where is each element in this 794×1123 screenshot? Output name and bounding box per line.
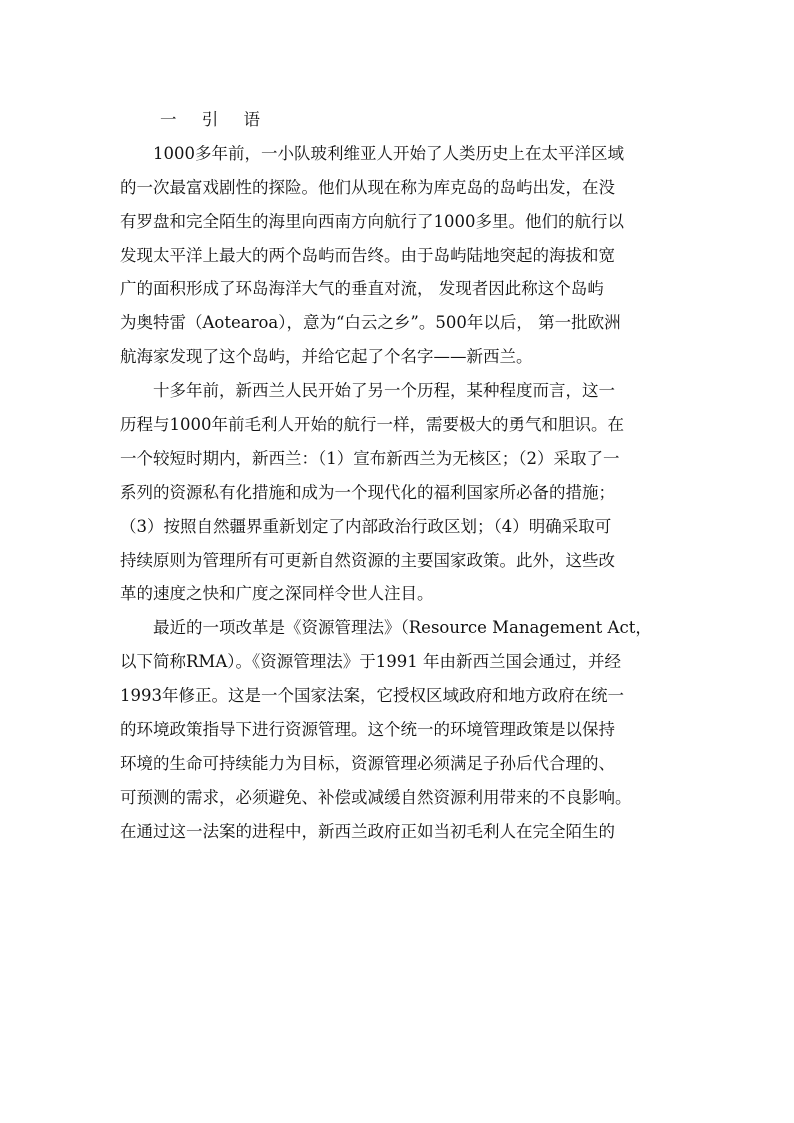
text-line: 发现太平洋上最大的两个岛屿而告终。由于岛屿陆地突起的海拔和宽 (120, 245, 615, 265)
text-line: 以下简称RMA）。《资源管理法》于1991 年由新西兰国会通过，并经 (120, 652, 621, 672)
text-line: 1993年修正。这是一个国家法案，它授权区域政府和地方政府在统一 (120, 686, 624, 706)
text-line: 持续原则为管理所有可更新自然资源的主要国家政策。此外，这些改 (120, 550, 615, 570)
text-line: 最近的一项改革是《资源管理法》（Resource Management Act， (153, 618, 652, 638)
text-line: 环境的生命可持续能力为目标，资源管理必须满足子孙后代合理的、 (120, 753, 615, 773)
text-line: 为奥特雷（Aotearoa），意为“白云之乡”。500年以后， 第一批欧洲 (120, 313, 621, 333)
paragraph-2 (120, 374, 680, 611)
text-line: 航海家发现了这个岛屿，并给它起了个名字——新西兰。 (120, 347, 533, 367)
body-text (120, 103, 680, 849)
text-line: 的环境政策指导下进行资源管理。这个统一的环境管理政策是以保持 (120, 720, 615, 740)
text-line: 历程与1000年前毛利人开始的航行一样，需要极大的勇气和胆识。在 (120, 415, 624, 435)
text-line: 广的面积形成了环岛海洋大气的垂直对流， 发现者因此称这个岛屿 (120, 279, 604, 299)
section-heading: 一 引 语 (160, 110, 270, 129)
text-line: 有罗盘和完全陌生的海里向西南方向航行了1000多里。他们的航行以 (120, 211, 624, 231)
text-line: 革的速度之快和广度之深同样令世人注目。 (120, 584, 434, 604)
paragraph-1 (120, 137, 680, 374)
text-line: 1000多年前，一小队玻利维亚人开始了人类历史上在太平洋区域 (153, 143, 624, 163)
text-line: 十多年前，新西兰人民开始了另一个历程，某种程度而言，这一 (153, 381, 615, 401)
text-line: 系列的资源私有化措施和成为一个现代化的福利国家所必备的措施； (120, 482, 615, 502)
text-line: 在通过这一法案的进程中，新西兰政府正如当初毛利人在完全陌生的 (120, 821, 615, 841)
text-line: 一个较短时期内，新西兰：（1）宣布新西兰为无核区；（2）采取了一 (120, 448, 620, 468)
text-line: 可预测的需求，必须避免、补偿或减缓自然资源利用带来的不良影响。 (120, 787, 632, 807)
text-line: 的一次最富戏剧性的探险。他们从现在称为库克岛的岛屿出发，在没 (120, 177, 615, 197)
text-line: （3）按照自然疆界重新划定了内部政治行政区划；（4）明确采取可 (120, 516, 612, 536)
paragraph-3 (120, 611, 680, 848)
